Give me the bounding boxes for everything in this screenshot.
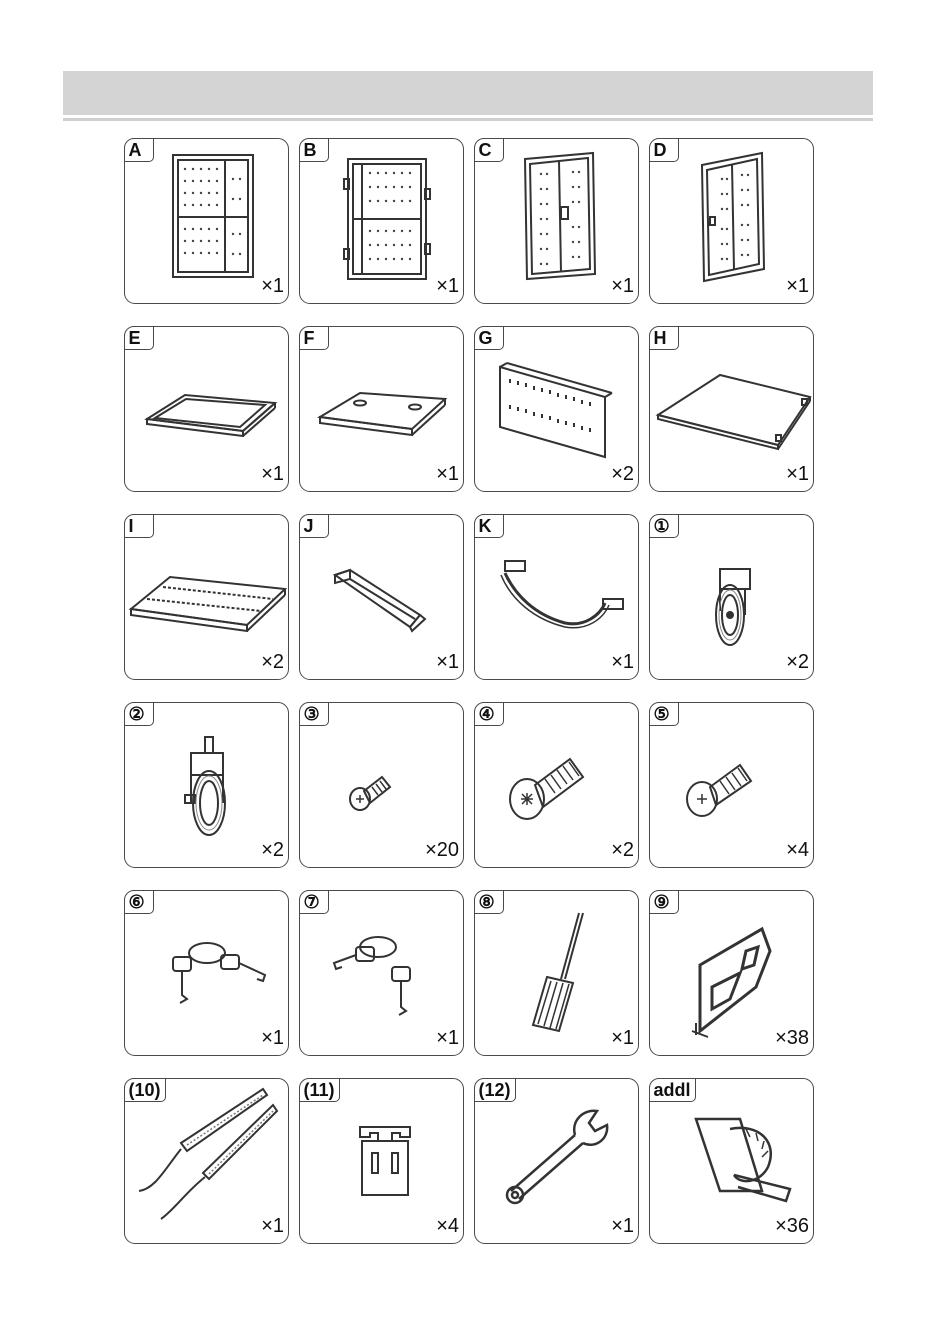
part-label: D (649, 138, 679, 162)
part-quantity: ×1 (611, 1027, 634, 1049)
part-card (124, 138, 289, 304)
header-rule (63, 118, 873, 121)
part-label: B (299, 138, 329, 162)
part-card (299, 890, 464, 1056)
part-label: ⑦ (299, 890, 329, 914)
part-label: H (649, 326, 679, 350)
part-quantity: ×2 (786, 651, 809, 673)
part-card (124, 890, 289, 1056)
part-label: ② (124, 702, 154, 726)
part-quantity: ×1 (786, 463, 809, 485)
part-label: ③ (299, 702, 329, 726)
part-card (124, 326, 289, 492)
part-label: E (124, 326, 154, 350)
part-card (299, 138, 464, 304)
part-label: ⑨ (649, 890, 679, 914)
part-card (299, 702, 464, 868)
part-label: K (474, 514, 504, 538)
part-card (299, 1078, 464, 1244)
part-quantity: ×1 (611, 651, 634, 673)
part-label: G (474, 326, 504, 350)
part-card (649, 138, 814, 304)
part-card (649, 514, 814, 680)
part-label: ① (649, 514, 679, 538)
part-card (299, 514, 464, 680)
part-label: A (124, 138, 154, 162)
part-quantity: ×38 (775, 1027, 809, 1049)
part-quantity: ×36 (775, 1215, 809, 1237)
part-card (649, 1078, 814, 1244)
part-quantity: ×1 (611, 1215, 634, 1237)
part-card (124, 702, 289, 868)
part-quantity: ×1 (261, 1215, 284, 1237)
part-quantity: ×1 (261, 463, 284, 485)
part-quantity: ×2 (611, 839, 634, 861)
part-card (474, 702, 639, 868)
part-card (299, 326, 464, 492)
header-bar (63, 71, 873, 115)
part-card (474, 514, 639, 680)
part-quantity: ×1 (261, 1027, 284, 1049)
part-quantity: ×2 (261, 651, 284, 673)
part-label: addl (649, 1078, 696, 1102)
part-card (649, 326, 814, 492)
part-label: F (299, 326, 329, 350)
part-label: I (124, 514, 154, 538)
part-label: J (299, 514, 329, 538)
part-card (649, 702, 814, 868)
part-label: ④ (474, 702, 504, 726)
part-quantity: ×1 (786, 275, 809, 297)
part-card (649, 890, 814, 1056)
part-card (124, 1078, 289, 1244)
part-quantity: ×1 (436, 1027, 459, 1049)
part-quantity: ×4 (436, 1215, 459, 1237)
part-label: (11) (299, 1078, 340, 1102)
part-quantity: ×1 (611, 275, 634, 297)
part-label: C (474, 138, 504, 162)
part-label: ⑥ (124, 890, 154, 914)
part-card (474, 890, 639, 1056)
part-card (474, 138, 639, 304)
part-quantity: ×1 (436, 463, 459, 485)
part-quantity: ×1 (436, 275, 459, 297)
part-card (474, 326, 639, 492)
part-label: (12) (474, 1078, 516, 1102)
part-quantity: ×1 (261, 275, 284, 297)
part-card (474, 1078, 639, 1244)
part-label: ⑤ (649, 702, 679, 726)
part-quantity: ×2 (611, 463, 634, 485)
part-label: (10) (124, 1078, 166, 1102)
part-label: ⑧ (474, 890, 504, 914)
part-quantity: ×4 (786, 839, 809, 861)
part-quantity: ×1 (436, 651, 459, 673)
part-quantity: ×2 (261, 839, 284, 861)
part-quantity: ×20 (425, 839, 459, 861)
part-card (124, 514, 289, 680)
